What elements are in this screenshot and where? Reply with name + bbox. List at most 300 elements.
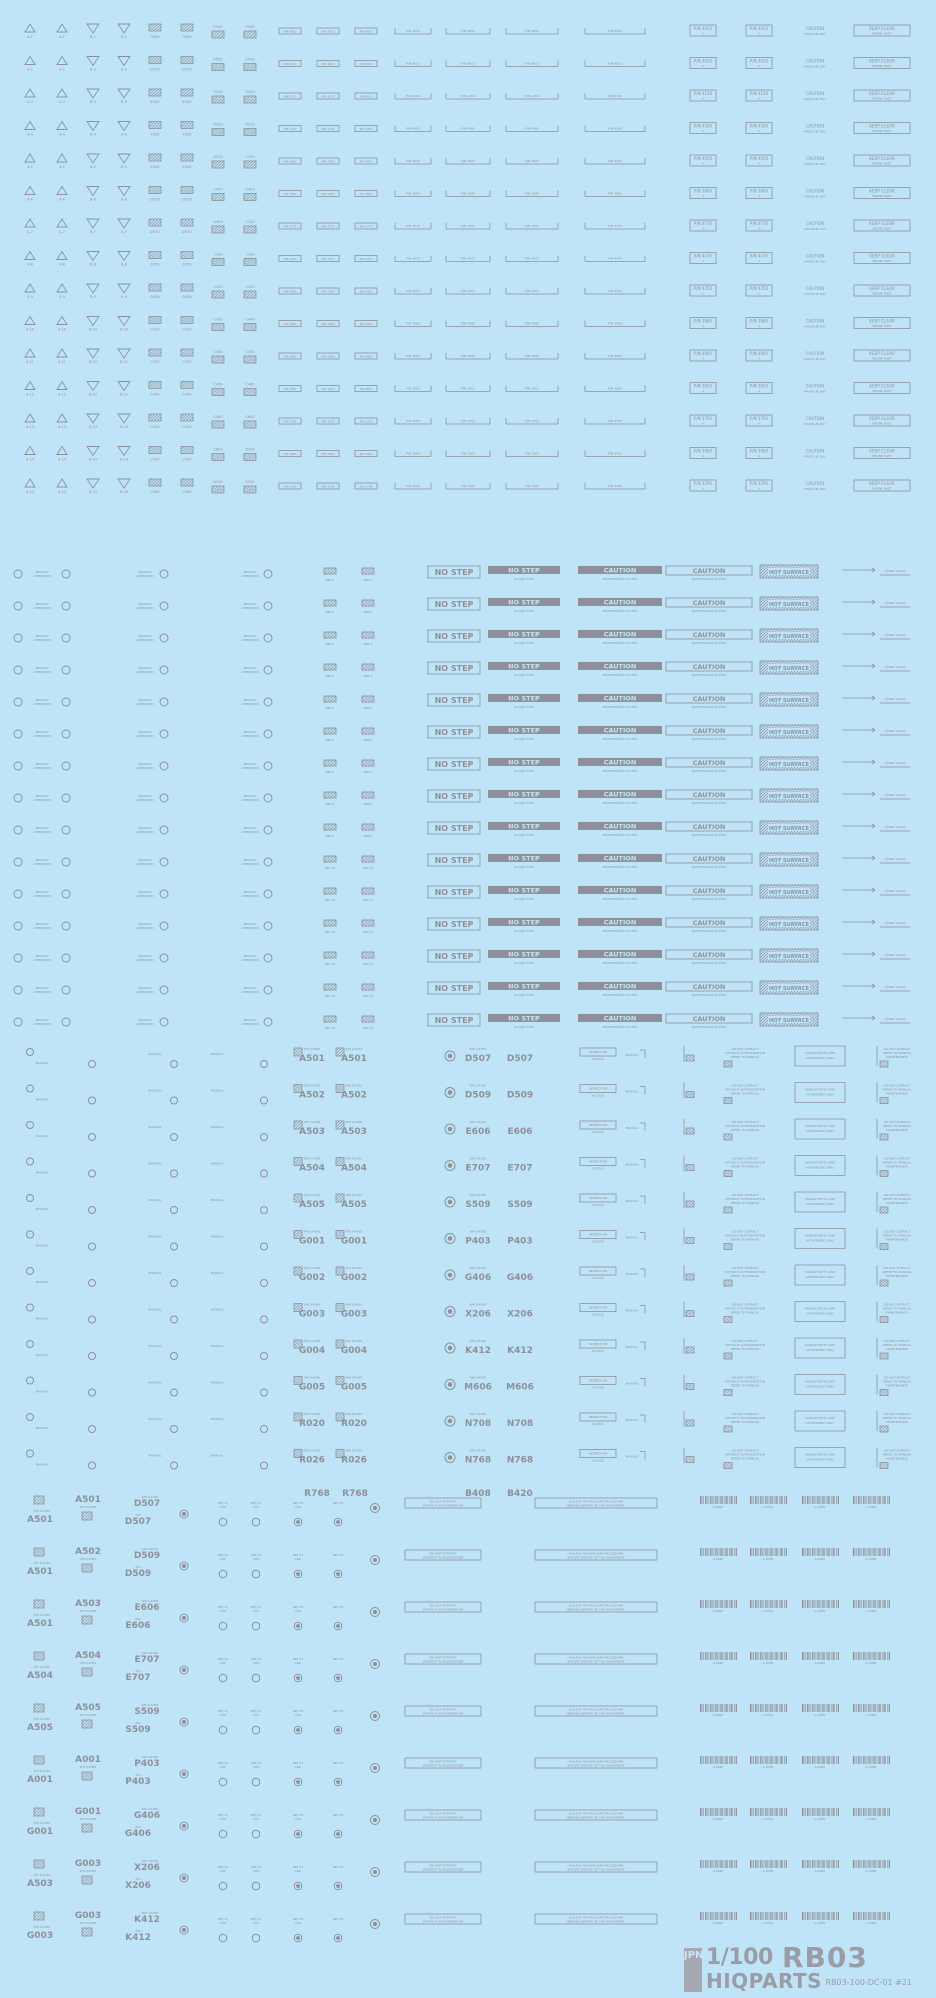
caution-sub: MAIN ELEC BAY — [804, 324, 826, 329]
small-text: MANUAL — [625, 1272, 639, 1276]
placard-text: P/N 3960 — [525, 451, 539, 456]
pn-text: P/N 4050 — [749, 26, 769, 31]
placard-text: P/N 4010 — [461, 61, 475, 66]
stand-clear-text: STAND CLEAR — [884, 761, 906, 765]
code-label: REF-10 — [362, 866, 374, 870]
inspection-text: INSPECTION — [588, 1232, 608, 1237]
inspection-sub: ACCESS — [592, 1422, 604, 1426]
caution-boxed-text: CAUTION — [692, 855, 726, 863]
code-label: C410 — [245, 220, 255, 224]
small-text: MANUAL — [138, 570, 152, 574]
small-text: BEFORE SERVICE OF THIS EQUIPMENT — [567, 1607, 625, 1612]
hot-surface-text: HOT SURFACE — [768, 666, 810, 672]
small-text: FOLLOW THE REGULAR PROCEDURE — [568, 1759, 624, 1764]
small-text: MANUAL — [148, 1453, 162, 1458]
caution-sub: MAINTENANCE ACCESS — [691, 833, 727, 837]
barcode-icon — [853, 1704, 890, 1712]
barcode-label: A-0050 — [712, 1817, 724, 1821]
keep-clear-text: KEEP CLEAR — [869, 58, 895, 64]
small-text: OPERATION — [241, 702, 259, 706]
small-text: OPERATION — [136, 830, 154, 834]
code-big: N768 — [506, 1455, 534, 1466]
inspection-text: INSPECTION — [588, 1342, 608, 1346]
hatch-marker — [181, 57, 193, 64]
ring-marker — [264, 762, 272, 770]
placard-text: P/N 3750 — [525, 419, 539, 423]
small-text: BEFORE SERVICE OF THIS EQUIPMENT — [567, 1659, 625, 1664]
hatch-marker — [149, 317, 161, 324]
small-text: REFER TO MANUAL — [882, 1452, 912, 1457]
placard-text: P/N 4010 — [406, 61, 420, 66]
scale-label: 1/100 — [706, 1945, 773, 1970]
ring-marker — [264, 954, 272, 962]
hatch-marker — [149, 122, 161, 129]
pn-text: P/N 4300 — [749, 123, 769, 129]
small-text: CHK — [252, 1765, 260, 1769]
small-text: MANUAL — [243, 954, 257, 958]
code-label: C460 — [182, 490, 192, 494]
small-text: MAINTENANCE — [885, 1310, 909, 1315]
pn-text: P/N 4020 — [749, 156, 769, 161]
small-text: MANUAL — [35, 1462, 49, 1467]
pn-sub: A — [757, 389, 761, 393]
keep-clear-sub: ENGINE INLET — [872, 31, 892, 36]
code-big: S509 — [465, 1200, 491, 1210]
barcode-label: A-0050 — [712, 1557, 724, 1561]
small-text: WITHOUT AUTHORIZATION — [724, 1379, 766, 1384]
ring-marker — [160, 570, 168, 578]
no-step-text: NO STEP — [434, 760, 474, 769]
triangle-label: A-15 — [57, 490, 67, 494]
triangle-label: A-1 — [27, 35, 33, 39]
caution-sub: MAIN ELEC BAY — [804, 389, 826, 394]
small-text: MANUAL — [35, 1207, 49, 1211]
small-text: FOLLOW THE REGULAR PROCEDURE — [568, 1655, 624, 1660]
code-big: D509 — [506, 1090, 534, 1101]
code-label: REF-5 — [363, 706, 373, 710]
warning-triangle-icon — [57, 447, 67, 455]
barcode-icon — [853, 1756, 890, 1764]
code-label: REF-2 — [325, 610, 335, 614]
code-big: S509 — [134, 1707, 160, 1717]
target-dot — [183, 1721, 186, 1724]
small-text: OPERATION — [33, 702, 51, 706]
small-text: MANUAL — [210, 1417, 224, 1421]
hatch-marker — [212, 96, 224, 103]
barcode-icon — [802, 1912, 839, 1920]
barcode-label: A-0050 — [865, 1869, 877, 1873]
small-text: MANUAL — [625, 1053, 639, 1057]
hatch-marker — [880, 1426, 888, 1432]
caution-sub: MAINTENANCE ACCESS — [602, 1025, 638, 1029]
code-big: A504 — [299, 1163, 325, 1174]
triangle-label: A-1 — [59, 35, 65, 39]
code-big: M606 — [464, 1382, 492, 1393]
code-big: A503 — [341, 1127, 367, 1137]
barcode-icon — [802, 1548, 839, 1556]
small-text: WITHOUT AUTHORIZATION — [422, 1763, 464, 1768]
small-text: REFER TO MANUAL — [730, 1091, 760, 1096]
warning-triangle-icon — [57, 284, 67, 292]
placard-text: P/N 3790 — [406, 484, 420, 488]
barcode-icon — [700, 1912, 737, 1920]
caution-sub: MAINTENANCE ACCESS — [691, 1025, 727, 1029]
triangle-label: B-3 — [90, 100, 96, 104]
pn-text: P/N 0-4050 — [33, 1769, 51, 1773]
ring-marker — [89, 1353, 96, 1360]
pn-text: P/N 3980 — [693, 318, 713, 324]
target-dot — [337, 1677, 340, 1680]
code-label: C450 — [150, 457, 160, 462]
small-text: OPERATION — [33, 606, 51, 610]
warning-triangle-icon — [57, 24, 67, 32]
code-big: P403 — [465, 1236, 491, 1247]
hatch-marker — [324, 728, 336, 734]
target-dot — [337, 1833, 340, 1836]
target-dot — [373, 1766, 376, 1769]
small-text: OPERATION — [136, 638, 154, 642]
small-text: MANUAL — [35, 1134, 49, 1138]
pn-sub: A — [701, 356, 705, 361]
barcode-label: A-0050 — [814, 1817, 826, 1821]
small-text: MANUAL — [210, 1052, 224, 1056]
small-text: MANUAL — [243, 730, 257, 734]
ring-marker — [264, 666, 272, 674]
hatch-marker — [82, 1616, 92, 1624]
code-big: K412 — [465, 1346, 491, 1356]
placard-text: P/N 4010 — [283, 62, 297, 66]
ring-marker — [261, 1170, 268, 1177]
keep-clear-text: KEEP CLEAR — [869, 448, 895, 454]
ring-marker — [14, 794, 22, 802]
ring-marker — [14, 634, 22, 642]
small-text: MANUAL — [35, 1426, 49, 1430]
code-big: A505 — [299, 1200, 325, 1210]
barcode-icon — [802, 1860, 839, 1868]
caution-text: CAUTION — [805, 318, 825, 324]
small-text: BEFORE SERVICE OF THIS EQUIPMENT — [567, 1711, 625, 1716]
placard-text: P/N 4150 — [321, 94, 335, 99]
pn-text: P/N 0-4050 — [141, 1859, 159, 1863]
placard-text: P/N 3850 — [321, 387, 335, 391]
small-text: REFER TO MANUAL — [882, 1124, 912, 1128]
inspection-sub: ACCESS — [592, 1166, 604, 1171]
hatch-marker — [362, 632, 374, 638]
small-text: REFER TO MANUAL — [882, 1197, 912, 1201]
hot-surface-text: HOT SURFACE — [768, 794, 810, 800]
small-text: CHK — [219, 1817, 227, 1821]
hatch-marker — [362, 760, 374, 766]
code-big: K412 — [507, 1346, 533, 1356]
placard-text: P/N 3750 — [406, 419, 420, 423]
small-text: WITHOUT AUTHORIZATION — [422, 1555, 464, 1560]
small-text: MANUAL — [35, 1097, 49, 1102]
small-text: MANUAL — [138, 826, 152, 830]
barcode-icon — [802, 1704, 839, 1712]
triangle-label: A-15 — [25, 490, 35, 494]
code-big: E707 — [125, 1673, 151, 1683]
small-text: REFER TO MANUAL — [730, 1164, 760, 1169]
pn-text: P/N 4150 — [693, 91, 713, 96]
small-text: CHK — [252, 1557, 260, 1561]
pn-text: P/N 0-4050 — [345, 1339, 363, 1343]
inspection-text: INSPECTION — [588, 1451, 608, 1456]
pn-text: P/N 0-4050 — [469, 1193, 487, 1197]
placard-text: P/N 3980 — [283, 322, 297, 326]
small-text: REF 23 — [250, 1605, 262, 1609]
no-step-filled-text: NO STEP — [508, 982, 540, 991]
triangle-label: A-3 — [27, 100, 33, 104]
small-text: REFER TO MANUAL — [730, 1420, 760, 1424]
ring-marker — [261, 1280, 268, 1287]
triangle-label: B-4 — [90, 132, 96, 137]
triangle-label: A-2 — [59, 67, 65, 72]
code-label: E520 — [213, 25, 223, 29]
small-text: MAINTENANCE — [885, 1383, 909, 1388]
small-text: WITHOUT AUTHORIZATION — [724, 1306, 766, 1311]
pn-sub: A — [701, 96, 705, 101]
triangle-label: B-14 — [88, 457, 98, 462]
barcode-icon — [750, 1548, 787, 1556]
small-text: OPERATION — [33, 670, 51, 674]
no-step-filled-text: NO STEP — [508, 758, 540, 767]
ring-marker — [171, 1462, 178, 1469]
small-text: WITHOUT AUTHORIZATION — [422, 1659, 464, 1664]
ring-marker — [264, 730, 272, 738]
code-label: REF-6 — [325, 738, 335, 742]
small-text: MAINTENANCE — [885, 1055, 909, 1059]
target-dot — [373, 1870, 376, 1873]
small-text: REFER TO MANUAL — [730, 1383, 760, 1388]
hatch-marker — [324, 952, 336, 958]
pn-sub: A — [701, 324, 705, 328]
hatch-marker — [34, 1496, 44, 1504]
small-text: AUTHORIZED ONLY — [805, 1421, 835, 1425]
pn-text: P/N 0-4050 — [345, 1448, 363, 1453]
pn-text: P/N — [135, 1825, 141, 1829]
ring-marker — [89, 1243, 96, 1250]
pn-text: P/N 0-4050 — [79, 1817, 97, 1821]
placard-text: P/N 4350 — [406, 289, 420, 293]
code-label: REF-7 — [325, 770, 335, 774]
triangle-label: B-1 — [121, 35, 127, 39]
triangle-label: B-12 — [88, 392, 98, 397]
hatch-marker — [82, 1512, 92, 1520]
ring-marker — [14, 858, 22, 866]
caution-filled-text: CAUTION — [603, 630, 637, 639]
small-text: REF 23 — [332, 1865, 344, 1869]
small-text: MANUAL — [138, 986, 152, 990]
code-big: D509 — [464, 1090, 492, 1101]
hatch-marker — [686, 1420, 694, 1426]
code-big: E707 — [507, 1163, 533, 1174]
barcode-label: A-0050 — [712, 1609, 724, 1613]
no-step-text: NO STEP — [434, 952, 474, 961]
small-text: WITHOUT AUTHORIZATION — [422, 1503, 464, 1508]
small-text: CHK — [294, 1713, 302, 1717]
caution-boxed-text: CAUTION — [692, 759, 726, 767]
ring-marker — [14, 698, 22, 706]
target-dot — [448, 1127, 452, 1131]
code-label: D520 — [182, 197, 192, 202]
inverted-triangle-icon — [87, 252, 99, 261]
inspection-text: INSPECTION — [588, 1050, 608, 1054]
triangle-label: B-3 — [121, 100, 127, 104]
hatch-marker — [880, 1061, 888, 1067]
triangle-label: A-2 — [27, 67, 33, 72]
inverted-triangle-icon — [87, 154, 99, 163]
small-text: DO NOT EXTRACT — [883, 1156, 911, 1161]
hatch-marker — [880, 1098, 888, 1104]
caution-text: CAUTION — [805, 383, 825, 389]
pn-text: P/N 0-4050 — [79, 1505, 97, 1509]
code-label: REF-4 — [325, 674, 335, 678]
inverted-triangle-icon — [87, 414, 99, 423]
small-text: MANUAL — [35, 634, 49, 638]
target-dot — [337, 1937, 340, 1940]
ring-marker — [171, 1061, 178, 1068]
ring-marker — [14, 922, 22, 930]
keep-clear-text: KEEP CLEAR — [869, 481, 895, 486]
inspection-sub: ACCESS — [592, 1203, 604, 1207]
code-label: REF-3 — [363, 642, 373, 646]
caution-sub: MAINTENANCE ACCESS — [691, 929, 727, 933]
triangle-label: B-9 — [121, 295, 127, 299]
small-text: DO NOT EXTRACT — [731, 1412, 759, 1416]
small-text: REFER TO MANUAL — [882, 1343, 912, 1347]
hatch-marker — [82, 1824, 92, 1832]
hatch-marker — [362, 952, 374, 958]
small-text: REFER TO MANUAL — [882, 1270, 912, 1274]
small-text: AUTHORIZED ONLY — [805, 1092, 835, 1097]
hatch-marker — [324, 600, 336, 606]
barcode-label: A-0050 — [762, 1869, 774, 1873]
caution-text: CAUTION — [805, 91, 825, 96]
hatch-marker — [724, 1463, 732, 1469]
triangle-label: B-11 — [119, 360, 129, 364]
ring-marker — [261, 1426, 268, 1433]
hatch-marker — [244, 194, 256, 201]
code-label: REF-9 — [363, 834, 373, 838]
caution-sub: MAINTENANCE ACCESS — [602, 641, 638, 645]
barcode-label: A-0050 — [865, 1817, 877, 1821]
hatch-marker — [724, 1061, 732, 1067]
barcode-label: A-0050 — [865, 1921, 877, 1925]
caution-sub: MAINTENANCE ACCESS — [691, 609, 727, 613]
hatch-marker — [212, 194, 224, 201]
small-text: DO NOT EXTRACT — [883, 1339, 911, 1343]
code-big: G001 — [74, 1807, 102, 1817]
barcode-icon — [802, 1808, 839, 1816]
pn-sub: A — [701, 129, 705, 133]
hatch-marker — [149, 479, 161, 486]
placard-text: P/N 4060 — [461, 354, 475, 358]
inverted-triangle-icon — [118, 382, 130, 391]
pn-sub: A — [757, 486, 761, 491]
target-dot — [297, 1729, 300, 1732]
barcode-label: A-0050 — [762, 1557, 774, 1561]
small-text: MANUAL — [210, 1088, 224, 1093]
ring-marker — [252, 1882, 260, 1890]
small-text: AUTHORIZED ONLY — [805, 1457, 835, 1462]
small-text: DO NOT EXTRACT — [429, 1811, 457, 1816]
pn-sub: A — [701, 226, 705, 231]
code-big: G004 — [340, 1346, 368, 1356]
small-text: REF 23 — [292, 1553, 304, 1557]
small-text: DO NOT EXTRACT — [883, 1083, 911, 1088]
stand-clear-text: STAND CLEAR — [884, 633, 906, 637]
code-big: G004 — [298, 1346, 326, 1356]
warning-triangle-icon — [57, 57, 67, 65]
pn-sub: A — [757, 259, 761, 263]
hatch-marker — [362, 984, 374, 990]
small-text: WITHOUT AUTHORIZATION — [724, 1343, 766, 1347]
code-big: A501 — [27, 1515, 53, 1525]
code-big: P403 — [134, 1759, 160, 1769]
placard-text: P/N 3770 — [321, 224, 335, 229]
barcode-label: A-0050 — [762, 1661, 774, 1665]
hatch-marker — [244, 226, 256, 233]
hatch-marker — [34, 1548, 44, 1556]
target-dot — [448, 1200, 452, 1204]
ring-marker — [14, 762, 22, 770]
hatch-marker — [324, 1016, 336, 1022]
ring-marker — [261, 1243, 268, 1250]
placard-text: P/N 4150 — [525, 94, 539, 98]
code-big: B408 — [465, 1489, 491, 1499]
no-step-text: NO STEP — [434, 888, 474, 897]
hot-surface-text: HOT SURFACE — [768, 602, 810, 608]
ring-marker — [62, 730, 70, 738]
no-step-filled-text: NO STEP — [508, 854, 540, 863]
hatch-marker — [880, 1390, 888, 1396]
series-label: RB03 — [782, 1941, 868, 1974]
code-big: G406 — [133, 1811, 161, 1821]
triangle-label: B-11 — [88, 360, 98, 364]
placard-text: P/N 4010 — [321, 62, 335, 66]
code-label: E540 — [182, 165, 192, 169]
placard-text: P/N 4470 — [406, 256, 420, 261]
no-step-sub: DO NOT STEP — [513, 993, 535, 997]
small-text: REFER TO MANUAL — [882, 1379, 912, 1384]
small-text: MANUAL — [138, 762, 152, 766]
code-label: REF-1 — [363, 578, 373, 582]
ring-marker — [171, 1389, 178, 1396]
triangle-label: A-14 — [57, 457, 67, 462]
pn-text: P/N 0-4050 — [303, 1156, 321, 1161]
inverted-triangle-icon — [87, 349, 99, 358]
small-text: CHK — [294, 1765, 302, 1769]
code-label: REF-1 — [325, 578, 335, 582]
no-step-sub: DO NOT STEP — [513, 577, 535, 581]
warning-triangle-icon — [25, 187, 35, 195]
caution-filled-text: CAUTION — [603, 662, 637, 671]
ring-marker — [252, 1934, 260, 1942]
small-text: OPERATION — [241, 990, 259, 994]
triangle-label: B-13 — [119, 425, 129, 429]
placard-text: P/N 3750 — [461, 419, 475, 423]
small-text: CHK — [252, 1869, 260, 1873]
small-text: WITHOUT AUTHORIZATION — [724, 1087, 766, 1092]
small-text: MANUAL — [35, 1389, 49, 1394]
hatch-marker — [324, 632, 336, 638]
small-text: MANUAL — [35, 1316, 49, 1321]
ring-marker — [27, 1158, 34, 1165]
triangle-label: B-4 — [121, 132, 127, 137]
code-big: A502 — [75, 1547, 101, 1557]
hatch-marker — [324, 696, 336, 702]
placard-text: P/N 4050 — [321, 29, 335, 34]
